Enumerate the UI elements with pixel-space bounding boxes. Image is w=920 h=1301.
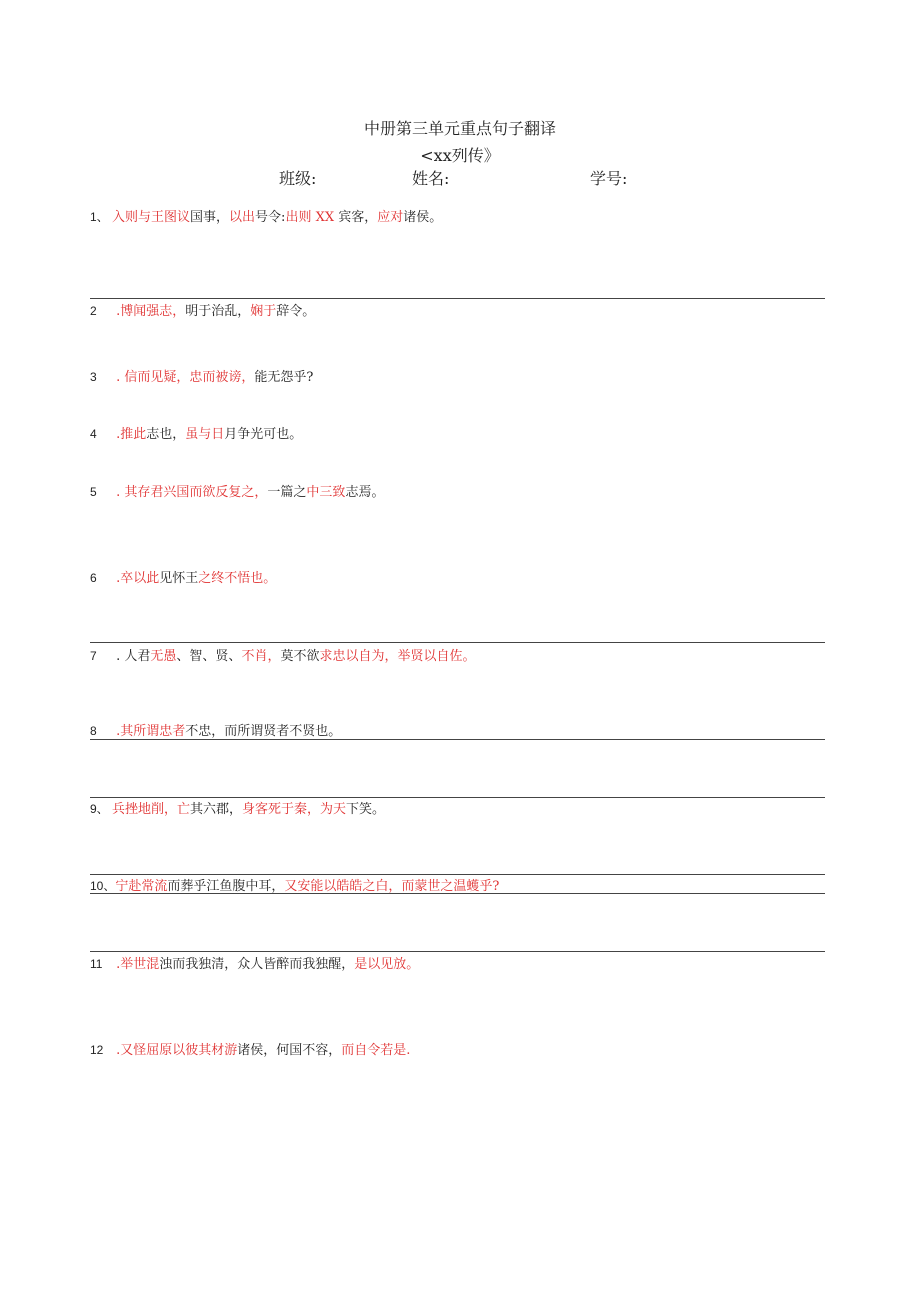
answer-line[interactable] xyxy=(90,893,825,894)
highlighted-phrase: 求忠以自为，举贤以自佐。 xyxy=(319,649,476,664)
highlighted-phrase: 宁赴常流 xyxy=(115,879,168,894)
item-number: 11 xyxy=(90,957,103,971)
sentence-text: 志焉。 xyxy=(345,485,385,500)
answer-line[interactable] xyxy=(90,739,825,740)
sentence-text: 其六郡， xyxy=(190,802,243,817)
highlighted-phrase: .推此 xyxy=(112,427,147,442)
highlighted-phrase: .举世混 xyxy=(112,957,160,972)
sentence-text: 诸侯，何国不容， xyxy=(237,1043,342,1058)
sentence-text: 、智、贤、 xyxy=(176,649,242,664)
sentence-text: 明于治乱， xyxy=(185,304,251,319)
highlighted-phrase: 身客死于秦，为天 xyxy=(242,802,347,817)
highlighted-phrase: 又安能以皓皓之白，而蒙世之温蠖乎? xyxy=(284,879,500,894)
sentence-item xyxy=(90,368,313,387)
item-number: 1、 xyxy=(90,210,109,224)
sentence-text: . 人君 xyxy=(112,649,151,664)
sentence-item xyxy=(90,569,276,588)
sentence-text: 月争光可也。 xyxy=(224,427,303,442)
answer-line[interactable] xyxy=(90,797,825,798)
answer-line[interactable] xyxy=(90,298,825,299)
item-number: 9、 xyxy=(90,802,109,816)
sentence-text: 辞令。 xyxy=(276,304,316,319)
answer-line[interactable] xyxy=(90,951,825,952)
sentence-text: 一篇之 xyxy=(267,485,307,500)
sentence-text: 宾客， xyxy=(338,210,378,225)
item-number: 10、 xyxy=(90,879,116,893)
answer-line[interactable] xyxy=(90,642,825,643)
name-label: 姓名: xyxy=(412,169,450,188)
highlighted-phrase: 虽与日 xyxy=(185,427,225,442)
highlighted-phrase: 无愚 xyxy=(150,649,177,664)
highlighted-phrase: .又怪屈原以彼其材游 xyxy=(112,1043,238,1058)
highlighted-phrase: .卒以此 xyxy=(112,571,160,586)
class-label: 班级: xyxy=(279,169,317,188)
item-number: 5 xyxy=(90,485,97,499)
sentence-item xyxy=(90,955,419,974)
item-number: 3 xyxy=(90,370,97,384)
sentence-text: 不忠，而所谓贤者不贤也。 xyxy=(185,724,342,739)
sentence-item xyxy=(90,425,302,444)
highlighted-phrase: .其所谓忠者 xyxy=(112,724,186,739)
sentence-item xyxy=(90,647,475,666)
item-number: 6 xyxy=(90,571,97,585)
highlighted-phrase: 是以见放。 xyxy=(354,957,420,972)
item-number: 7 xyxy=(90,649,97,663)
student-id-label: 学号: xyxy=(590,169,628,188)
sentence-text: 见怀王 xyxy=(159,571,199,586)
highlighted-phrase: . 其存君兴国而欲反复之， xyxy=(112,485,268,500)
highlighted-phrase: 兵挫地削，亡 xyxy=(112,802,191,817)
sentence-text: 下笑。 xyxy=(346,802,386,817)
sentence-text: 能无怨乎? xyxy=(254,370,314,385)
sentence-item xyxy=(90,1041,410,1060)
highlighted-phrase: 出则 xyxy=(285,210,312,225)
sentence-item xyxy=(90,483,384,502)
sentence-text: 国事， xyxy=(190,210,230,225)
page-subtitle: <xx列传》 xyxy=(420,146,500,165)
highlighted-phrase: . 信而见疑，忠而被谤， xyxy=(112,370,255,385)
sentence-item xyxy=(90,302,315,321)
highlighted-phrase: .博闻强志， xyxy=(112,304,186,319)
sentence-text: 浊而我独清，众人皆醉而我独醒， xyxy=(159,957,355,972)
highlighted-phrase: 而自令若是. xyxy=(341,1043,411,1058)
highlighted-phrase: 应对 xyxy=(377,210,404,225)
sentence-text: 诸侯。 xyxy=(403,210,443,225)
sentence-text: 而葬乎江鱼腹中耳， xyxy=(167,879,285,894)
item-number: 2 xyxy=(90,304,97,318)
highlighted-phrase: XX xyxy=(311,210,339,225)
highlighted-phrase: 娴于 xyxy=(250,304,277,319)
item-number: 12 xyxy=(90,1043,104,1057)
highlighted-phrase: 中三致 xyxy=(306,485,346,500)
item-number: 8 xyxy=(90,724,97,738)
sentence-item xyxy=(90,800,385,819)
page-title: 中册第三单元重点句子翻译 xyxy=(363,119,556,138)
sentence-text: 莫不欲 xyxy=(280,649,320,664)
answer-line[interactable] xyxy=(90,874,825,875)
sentence-text: 志也， xyxy=(146,427,186,442)
sentence-text: 号令: xyxy=(255,210,286,225)
sentence-item xyxy=(90,208,442,227)
item-number: 4 xyxy=(90,427,97,441)
highlighted-phrase: 入则与王图议 xyxy=(112,210,191,225)
highlighted-phrase: 之终不悟也。 xyxy=(198,571,277,586)
highlighted-phrase: 以出 xyxy=(229,210,256,225)
highlighted-phrase: 不肖， xyxy=(241,649,281,664)
